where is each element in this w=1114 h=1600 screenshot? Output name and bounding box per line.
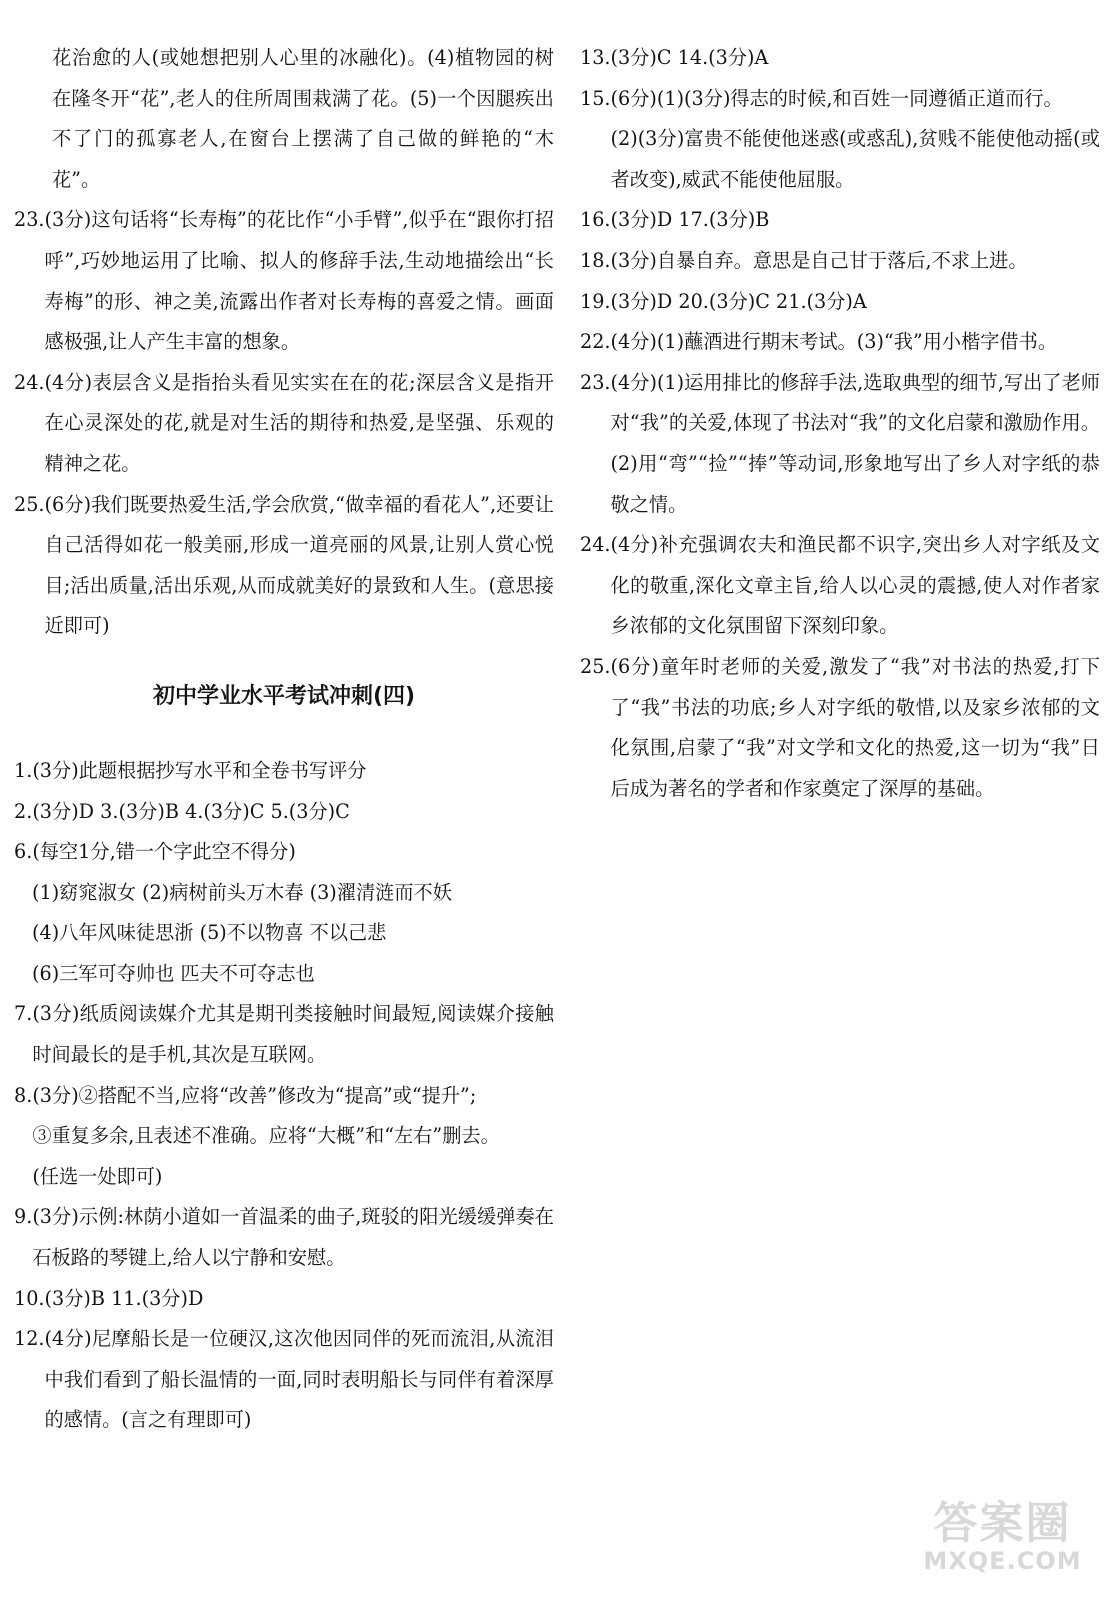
- question-number: 24.: [580, 533, 611, 557]
- answer-16-17: [580, 200, 1100, 241]
- question-number: 8.: [14, 1083, 33, 1107]
- answer-text: (3分)示例:林荫小道如一首温柔的曲子,斑驳的阳光缓缓弹奏在石板路的琴键上,给人以宁静和安慰。: [32, 1205, 554, 1270]
- answer-15: [580, 79, 1100, 201]
- answer-text: (3分)B 11.(3分)D: [44, 1286, 204, 1310]
- answer-9: [14, 1197, 554, 1278]
- watermark-text: 答案圈: [933, 1498, 1072, 1549]
- question-number: 16.: [580, 208, 611, 232]
- answer-8-line-3: (任选一处即可): [32, 1164, 163, 1188]
- answer-18: [580, 241, 1100, 282]
- question-number: 2.: [14, 799, 33, 823]
- answer-text: (3分)这句话将“长寿梅”的花比作“小手臂”,似乎在“跟你打招呼”,巧妙地运用了比喻、拟人的修辞手法,生动地描绘出“长寿梅”的形、神之美,流露出作者对长寿梅的喜爱之情。画面感极强,让人产生丰富的想象。: [44, 208, 554, 354]
- answer-6: [14, 832, 554, 873]
- answer-23: [580, 363, 1100, 525]
- question-number: 25.: [14, 492, 45, 516]
- answer-25: [580, 647, 1100, 809]
- answer-12: [14, 1319, 554, 1441]
- answer-text: (6分)童年时老师的关爱,激发了“我”对书法的热爱,打下了“我”书法的功底;乡人对字纸的敬惜,以及家乡浓郁的文化氛围,启蒙了“我”对文学和文化的热爱,这一切为“我”日后成为著名的学者和作家奠定了深厚的基础。: [610, 654, 1100, 800]
- answer-7: [14, 994, 554, 1075]
- answer-19-21: [580, 282, 1100, 323]
- question-number: 18.: [580, 248, 611, 272]
- answer-1: [14, 751, 554, 792]
- answer-23: [14, 200, 554, 362]
- question-number: 7.: [14, 1002, 33, 1026]
- answer-24: [14, 363, 554, 485]
- answer-text: [32, 1076, 554, 1198]
- answer-text: (3分)自暴自弃。意思是自己甘于落后,不求上进。: [610, 248, 1028, 272]
- question-number: 12.: [14, 1327, 45, 1351]
- answer-text: (每空1分,错一个字此空不得分): [32, 840, 296, 864]
- answer-text: (4分)补充强调农夫和渔民都不识字,突出乡人对字纸及文化的敬重,深化文章主旨,给人以心灵的震撼,使人对作者家乡浓郁的文化氛围留下深刻印象。: [610, 533, 1100, 638]
- answer-text: [611, 79, 1100, 201]
- continued-answer-22: 花治愈的人(或她想把别人心里的冰融化)。(4)植物园的树在隆冬开“花”,老人的住所周围栽满了花。(5)一个因腿疾出不了门的孤寡老人,在窗台上摆满了自己做的鲜艳的“木花”。: [52, 46, 554, 191]
- answer-8: [14, 1076, 554, 1198]
- answer-text: (3分)D 17.(3分)B: [610, 208, 770, 232]
- answer-text: (3分)C 14.(3分)A: [610, 46, 769, 69]
- question-number: 10.: [14, 1286, 45, 1310]
- answer-6-line-3: (6)三军可夺帅也 匹夫不可夺志也: [32, 961, 315, 985]
- answer-8-line-1: (3分)②搭配不当,应将“改善”修改为“提高”或“提升”;: [32, 1083, 477, 1107]
- answer-text: (3分)纸质阅读媒介尤其是期刊类接触时间最短,阅读媒介接触时间最长的是手机,其次是互联网。: [32, 1002, 554, 1067]
- answer-13-14: [580, 38, 1100, 79]
- question-number: 25.: [580, 654, 611, 678]
- watermark-url: MXQE.COM: [923, 1547, 1082, 1575]
- answer-6-line-1: (1)窈窕淑女 (2)病树前头万木春 (3)濯清涟而不妖: [32, 880, 452, 904]
- answer-text: (4分)表层含义是指抬头看见实实在在的花;深层含义是指开在心灵深处的花,就是对生活的期待和热爱,是坚强、乐观的精神之花。: [44, 370, 554, 475]
- question-number: 24.: [14, 370, 45, 394]
- answer-2-5: [14, 792, 554, 833]
- question-number: 15.: [580, 86, 611, 110]
- answer-15-part-1: (6分)(1)(3分)得志的时候,和百姓一同遵循正道而行。: [610, 86, 1063, 110]
- answer-22: [580, 322, 1100, 363]
- answer-text: (6分)我们既要热爱生活,学会欣赏,“做幸福的看花人”,还要让自己活得如花一般美丽,形成一道亮丽的风景,让别人赏心悦目;活出质量,活出乐观,从而成就美好的景致和人生。(意思接近即可): [44, 492, 554, 638]
- question-number: 19.: [580, 289, 611, 313]
- answer-15-part-2: (2)(3分)富贵不能使他迷惑(或惑乱),贫贱不能使他动摇(或者改变),威武不能使他屈服。: [610, 127, 1100, 191]
- answer-text: (3分)D 3.(3分)B 4.(3分)C 5.(3分)C: [32, 799, 350, 823]
- section-title: 初中学业水平考试冲刺(四): [152, 683, 416, 709]
- answer-8-line-2: ③重复多余,且表述不准确。应将“大概”和“左右”删去。: [32, 1124, 500, 1148]
- left-column: [14, 38, 554, 1441]
- question-number: 23.: [14, 208, 45, 232]
- question-number: 9.: [14, 1205, 33, 1229]
- answer-24: [580, 525, 1100, 647]
- answer-text: (3分)此题根据抄写水平和全卷书写评分: [32, 758, 367, 782]
- answer-text: (4分)(1)运用排比的修辞手法,选取典型的细节,写出了老师对“我”的关爱,体现了书法对“我”的文化启蒙和激励作用。(2)用“弯”“捡”“捧”等动词,形象地写出了乡人对字纸的恭敬之情。: [610, 370, 1100, 516]
- question-number: 22.: [580, 330, 611, 354]
- answer-6-line-2: (4)八年风味徒思浙 (5)不以物喜 不以己悲: [32, 921, 387, 945]
- watermark-logo: [905, 1500, 1100, 1574]
- answer-10-11: [14, 1279, 554, 1320]
- question-number: 6.: [14, 840, 33, 864]
- question-number: 13.: [580, 46, 611, 69]
- question-number: 1.: [14, 758, 33, 782]
- answer-text: (3分)D 20.(3分)C 21.(3分)A: [610, 289, 867, 313]
- answer-text: (4分)尼摩船长是一位硬汉,这次他因同伴的死而流泪,从流泪中我们看到了船长温情的一面,同时表明船长与同伴有着深厚的感情。(言之有理即可): [44, 1327, 554, 1432]
- answer-text: (4分)(1)蘸酒进行期末考试。(3)“我”用小楷字借书。: [610, 330, 1058, 354]
- question-number: 23.: [580, 370, 611, 394]
- right-column: [580, 38, 1100, 809]
- answer-25: [14, 485, 554, 647]
